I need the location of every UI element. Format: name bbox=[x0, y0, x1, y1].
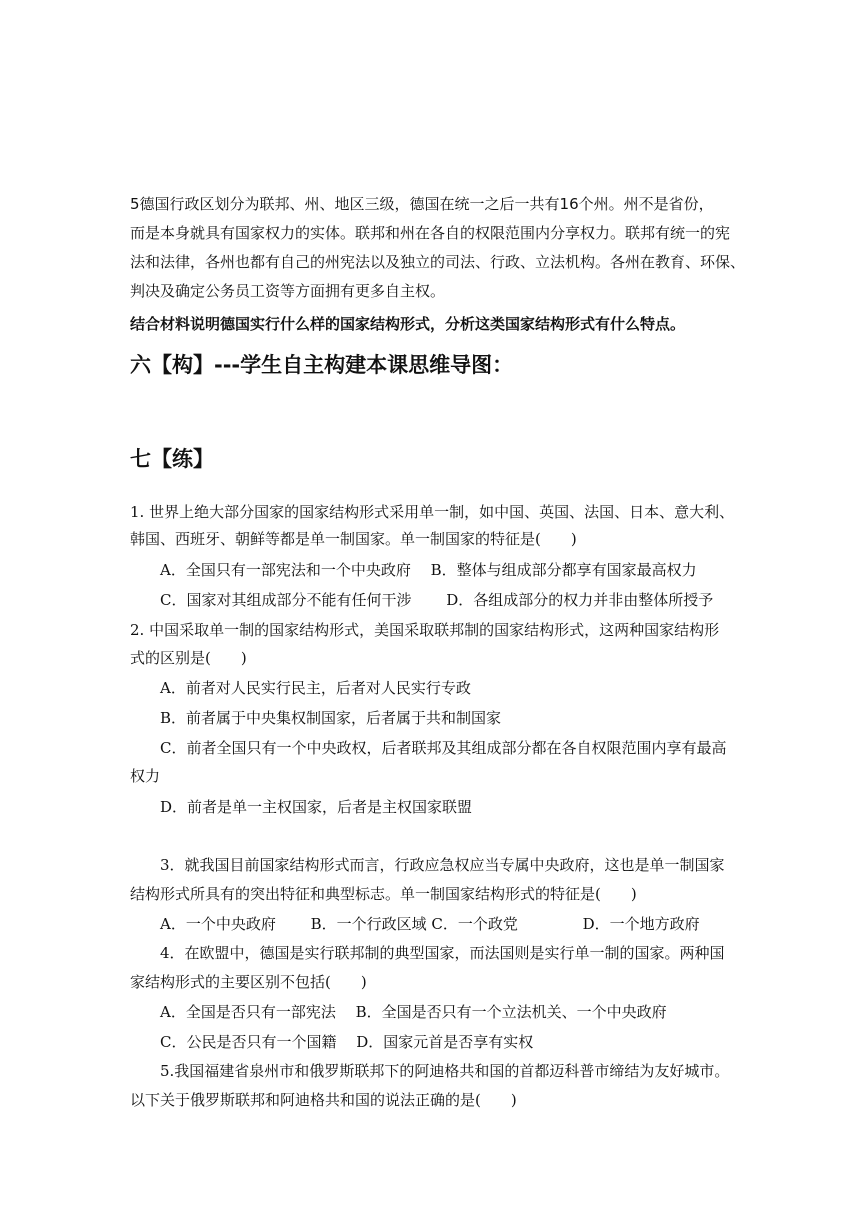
q2-option-c-line-2: 权力 bbox=[130, 767, 161, 785]
section-6-heading: 六【构】---学生自主构建本课思维导图： bbox=[130, 353, 514, 377]
q2-option-a: A．前者对人民实行民主，后者对人民实行专政 bbox=[160, 679, 471, 697]
q5-stem-line-2: 以下关于俄罗斯联邦和阿迪格共和国的说法正确的是( ) bbox=[130, 1091, 517, 1109]
q2-option-d: D．前者是单一主权国家，后者是主权国家联盟 bbox=[160, 798, 473, 816]
material-5-question: 结合材料说明德国实行什么样的国家结构形式，分析这类国家结构形式有什么特点。 bbox=[130, 315, 686, 333]
q2-stem-line-1: 2. 中国采取单一制的国家结构形式，美国采取联邦制的国家结构形式，这两种国家结构形 bbox=[130, 621, 720, 639]
q3-stem-line-2: 结构形式所具有的突出特征和典型标志。单一制国家结构形式的特征是( ) bbox=[130, 885, 637, 903]
q3-stem-line-1: 3．就我国目前国家结构形式而言，行政应急权应当专属中央政府，这也是单一制国家 bbox=[160, 856, 725, 874]
q4-stem-line-1: 4．在欧盟中，德国是实行联邦制的典型国家，而法国则是实行单一制的国家。两种国 bbox=[160, 944, 725, 962]
q4-stem-line-2: 家结构形式的主要区别不包括( ) bbox=[130, 973, 367, 991]
q1-options-row-2: C．国家对其组成部分不能有任何干涉 D．各组成部分的权力并非由整体所授予 bbox=[160, 591, 714, 609]
q2-option-b: B．前者属于中央集权制国家，后者属于共和制国家 bbox=[160, 709, 502, 727]
material-5-line-1: 5德国行政区划分为联邦、州、地区三级，德国在统一之后一共有16个州。州不是省份， bbox=[130, 195, 714, 213]
q3-options: A．一个中央政府 B．一个行政区域 C．一个政党 D．一个地方政府 bbox=[160, 915, 700, 933]
material-5-line-2: 而是本身就具有国家权力的实体。联邦和州在各自的权限范围内分享权力。联邦有统一的宪 bbox=[130, 224, 731, 242]
q1-stem-line-1: 1. 世界上绝大部分国家的国家结构形式采用单一制，如中国、英国、法国、日本、意大利、 bbox=[130, 503, 735, 521]
q1-stem-line-2: 韩国、西班牙、朝鲜等都是单一制国家。单一制国家的特征是( ) bbox=[130, 530, 577, 548]
q4-options-row-1: A．全国是否只有一部宪法 B．全国是否只有一个立法机关、一个中央政府 bbox=[160, 1003, 667, 1021]
q4-options-row-2: C．公民是否只有一个国籍 D．国家元首是否享有实权 bbox=[160, 1033, 534, 1051]
section-7-heading: 七【练】 bbox=[130, 447, 214, 471]
q2-option-c-line-1: C．前者全国只有一个中央政权，后者联邦及其组成部分都在各自权限范围内享有最高 bbox=[160, 739, 727, 757]
q1-options-row-1: A．全国只有一部宪法和一个中央政府 B．整体与组成部分都享有国家最高权力 bbox=[160, 561, 697, 579]
material-5-line-4: 判决及确定公务员工资等方面拥有更多自主权。 bbox=[130, 282, 446, 300]
q5-stem-line-1: 5.我国福建省泉州市和俄罗斯联邦下的阿迪格共和国的首都迈科普市缔结为友好城市。 bbox=[160, 1062, 730, 1080]
material-5-line-3: 法和法律，各州也都有自己的州宪法以及独立的司法、行政、立法机构。各州在教育、环保、 bbox=[130, 253, 746, 271]
q2-stem-line-2: 式的区别是( ) bbox=[130, 649, 247, 667]
